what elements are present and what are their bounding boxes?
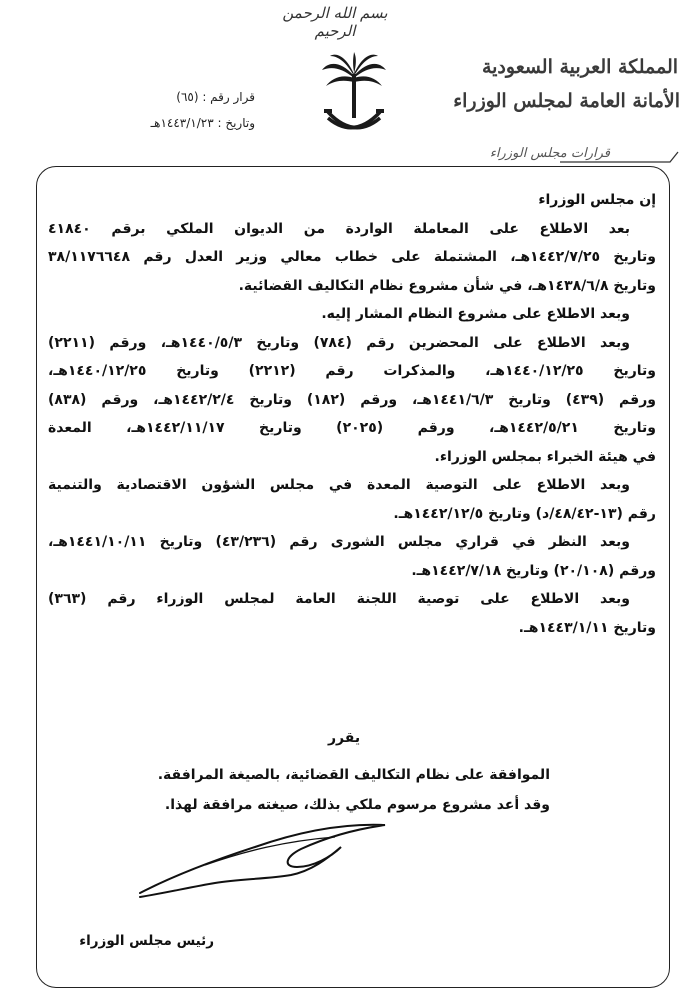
body-line: وبعد الاطلاع على التوصية المعدة في مجلس الشؤون الاقتصادية والتنمية [48, 477, 630, 493]
opening-line: إن مجلس الوزراء [538, 192, 656, 208]
signatory-title: رئيس مجلس الوزراء [79, 933, 214, 949]
resolution-items [48, 760, 608, 820]
decision-date: وتاريخ : ١٤٤٣/١/٢٣هـ [150, 116, 255, 130]
department-title: الأمانة العامة لمجلس الوزراء [453, 90, 680, 112]
body-line: وتاريخ ١٤٤٢/٧/٢٥هـ، المشتملة على خطاب معالي وزير العدل رقم ٣٨/١١٧٦٦٤٨ [48, 249, 656, 265]
body-line: وبعد الاطلاع على توصية اللجنة العامة لمجلس الوزراء رقم (٣٦٣) [48, 591, 630, 607]
body-line: وتاريخ ١٤٤٠/١٢/٢٥هـ، والمذكرات رقم (٢٢١٢) وتاريخ ١٤٤٠/١٢/٢٥هـ، [48, 363, 656, 379]
decision-reference [80, 84, 255, 136]
resolution-item: الموافقة على نظام التكاليف القضائية، بالصيغة المرافقة. [157, 767, 550, 783]
handwritten-signature [135, 815, 395, 900]
palm-and-swords-emblem [320, 52, 388, 140]
body-line: ورقم (٢٠/١٠٨) وتاريخ ١٤٤٢/٧/١٨هـ. [411, 562, 656, 579]
decree-body [48, 186, 656, 642]
body-line: وبعد الاطلاع على مشروع النظام المشار إليه. [321, 306, 630, 322]
body-line: وتاريخ ١٤٣٨/٦/٨هـ، في شأن مشروع نظام التكاليف القضائية. [238, 277, 656, 294]
body-line: وتاريخ ١٤٤٢/٥/٢١هـ، ورقم (٢٠٢٥) وتاريخ ١٤٤٢/١١/١٧هـ، المعدة [48, 420, 656, 436]
header-tab-rule [560, 150, 680, 164]
body-line: وتاريخ ١٤٤٣/١/١١هـ. [518, 619, 656, 636]
body-line: وبعد الاطلاع على المحضرين رقم (٧٨٤) وتاريخ ١٤٤٠/٥/٣هـ، ورقم (٢٢١١) [48, 334, 630, 351]
basmala-calligraphy: بسم الله الرحمن الرحيم [282, 4, 388, 40]
resolution-heading: يقرر [328, 730, 361, 746]
body-line: وبعد النظر في قراري مجلس الشورى رقم (٤٣/٢٣٦) وتاريخ ١٤٤١/١٠/١١هـ، [48, 534, 630, 550]
body-line: ورقم (٤٣٩) وتاريخ ١٤٤١/٦/٣هـ، ورقم (١٨٢) وتاريخ ١٤٤٢/٢/٤هـ، ورقم (٨٣٨) [48, 391, 656, 408]
section-title: قرارات مجلس الوزراء [489, 146, 610, 161]
decision-number: قرار رقم : (٦٥) [176, 90, 255, 104]
body-line: بعد الاطلاع على المعاملة الواردة من الديوان الملكي برقم ٤١٨٤٠ [48, 220, 630, 237]
body-line: في هيئة الخبراء بمجلس الوزراء. [434, 448, 656, 465]
resolution-item: وقد أعد مشروع مرسوم ملكي بذلك، صيغته مرافقة لهذا. [164, 797, 550, 813]
country-title: المملكة العربية السعودية [481, 56, 679, 78]
body-line: رقم (١٣-٤٨/٤٢/د) وتاريخ ١٤٤٢/١٢/٥هـ. [393, 505, 656, 522]
